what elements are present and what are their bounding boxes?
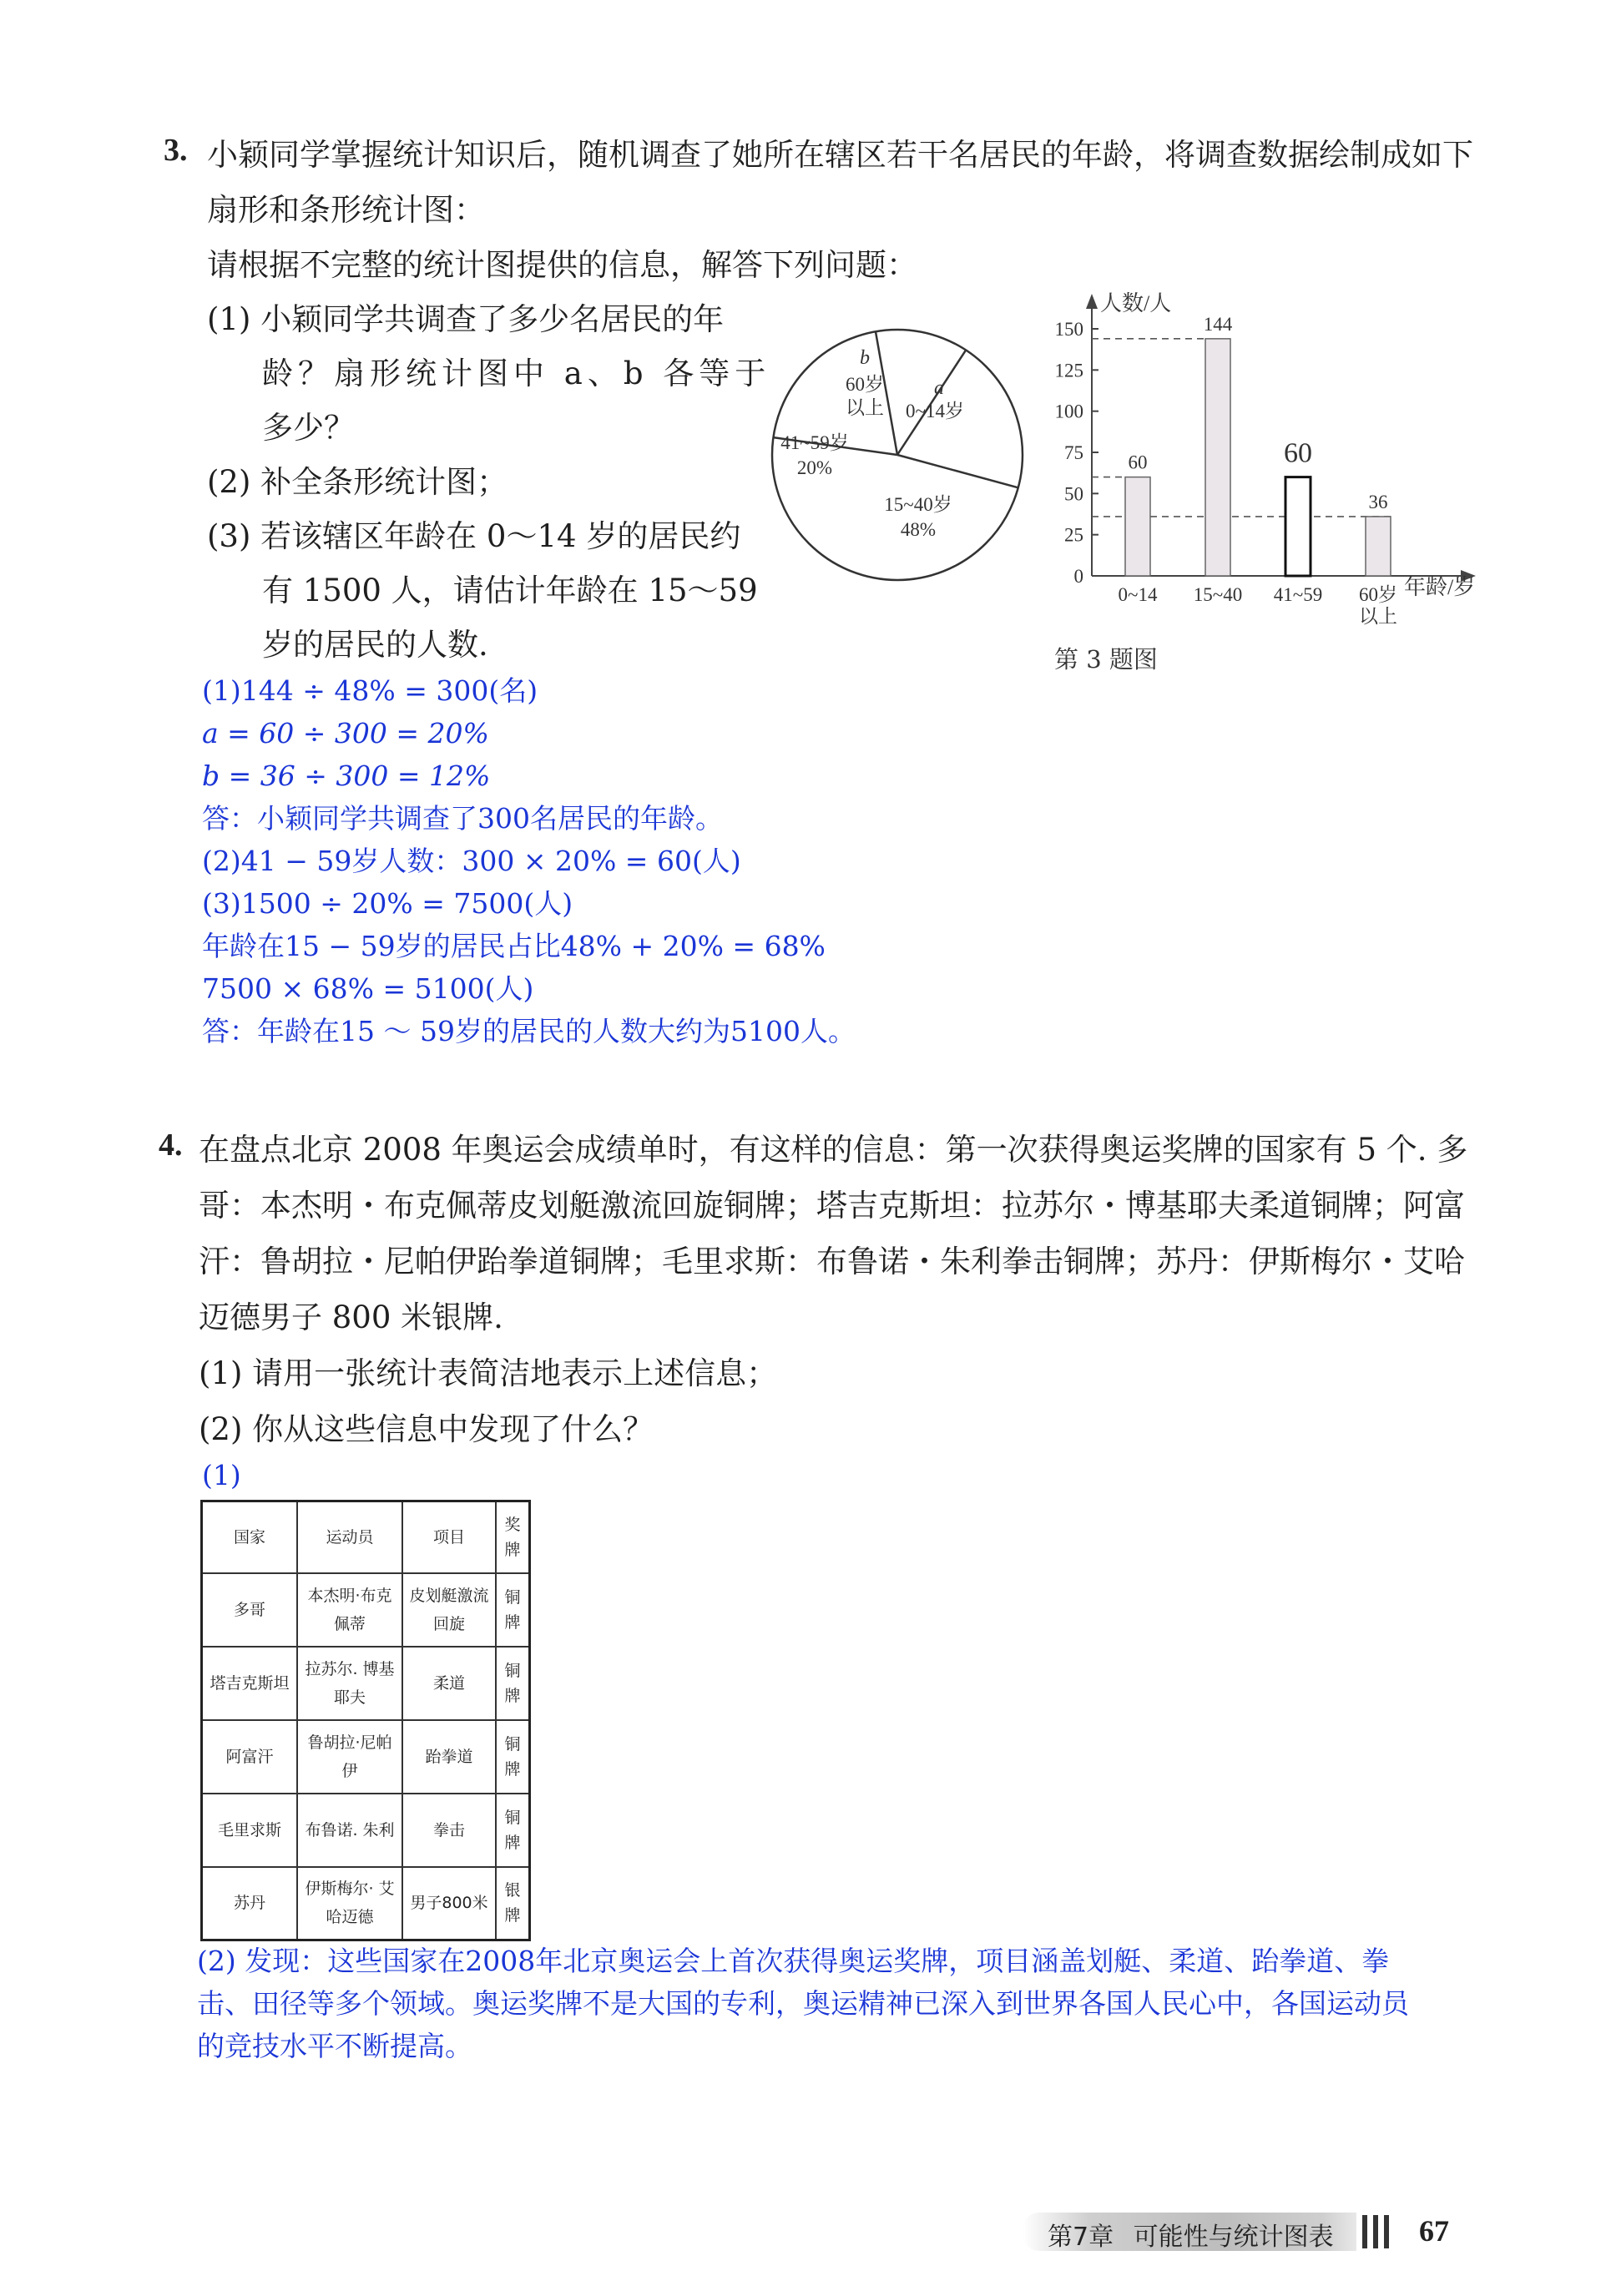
page-number: 67	[1419, 2214, 1449, 2248]
answer-line-5: (2)41 − 59岁人数：300 × 20% = 60(人)	[202, 845, 741, 877]
bar-chart-y-axis-arrow	[1086, 294, 1098, 309]
table-header-athlete: 运动员	[297, 1501, 402, 1573]
table-cell-medal: 银牌	[496, 1867, 530, 1940]
table-cell-medal: 铜牌	[496, 1720, 530, 1794]
answer-line-6: (3)1500 ÷ 20% = 7500(人)	[202, 887, 573, 920]
table-header-country: 国家	[202, 1501, 298, 1573]
answer-2-line-2: 击、田径等多个领域。奥运奖牌不是大国的专利，奥运精神已深入到世界各国人民心中，各国运动员	[197, 1987, 1409, 2020]
medal-table	[200, 1500, 531, 1941]
pie-chart	[760, 317, 1035, 593]
answer-line-2: a = 60 ÷ 300 = 20%	[202, 717, 489, 749]
footer-chapter-number: 第7章	[1048, 2223, 1114, 2252]
pie-label-b-name: b	[860, 347, 870, 369]
question-3-line-2: 扇形和条形统计图：	[207, 192, 485, 228]
table-row	[202, 1794, 530, 1867]
question-4-line-4: 迈德男子 800 米银牌.	[199, 1299, 503, 1335]
bar-category-label: 41~59	[1273, 584, 1323, 605]
question-4-line-2: 哥：本杰明・布克佩蒂皮划艇激流回旋铜牌；塔吉克斯坦：拉苏尔・博基耶夫柔道铜牌；阿富	[199, 1188, 1465, 1224]
bar-value-label: 60	[1284, 437, 1312, 469]
answer-line-4: 答：小颖同学共调查了300名居民的年龄。	[202, 802, 723, 835]
bar-chart-y-tick-label: 0	[1073, 566, 1083, 587]
table-cell-event: 跆拳道	[402, 1720, 496, 1794]
footer-divider-bar	[1362, 2215, 1367, 2248]
bar-0~14	[1125, 477, 1150, 576]
table-cell-event: 男子800米	[402, 1867, 496, 1940]
bar-chart-ylabel: 人数/人	[1100, 291, 1172, 315]
bar-60岁	[1366, 517, 1391, 576]
table-row	[202, 1573, 530, 1647]
bar-chart-y-tick-label: 25	[1064, 524, 1083, 546]
bar-value-label: 144	[1203, 313, 1233, 335]
question-3-sub-1-line-2: 龄？扇形统计图中 a、b 各等于	[262, 356, 771, 391]
bar-chart-y-tick-label: 150	[1054, 319, 1083, 340]
pie-label-b-age: 60岁	[846, 374, 884, 395]
question-4-answer-2	[197, 1940, 1409, 2067]
answer-line-8: 7500 × 68% = 5100(人)	[202, 972, 534, 1005]
bar-category-label: 0~14	[1118, 584, 1158, 605]
table-cell-country: 塔吉克斯坦	[202, 1647, 298, 1720]
question-3-line-1: 小颖同学掌握统计知识后，随机调查了她所在辖区若干名居民的年龄，将调查数据绘制成如下	[207, 137, 1473, 173]
pie-label-15-40: 15~40岁	[884, 494, 952, 515]
table-header-medal: 奖牌	[496, 1501, 530, 1573]
footer-chapter-title: 可能性与统计图表	[1133, 2223, 1334, 2252]
question-3-sub-3-line-3: 岁的居民的人数.	[262, 627, 488, 663]
bar-15~40	[1205, 339, 1230, 576]
bar-chart-xlabel: 年龄/岁	[1404, 575, 1476, 599]
question-4-number: 4.	[159, 1128, 183, 1163]
question-3-number: 3.	[164, 133, 188, 168]
answer-line-9: 答：年龄在15 ～ 59岁的居民的人数大约为5100人。	[202, 1015, 856, 1047]
question-4-answer-1-label: (1)	[202, 1459, 241, 1491]
figure-caption: 第 3 题图	[1054, 645, 1158, 674]
bar-chart-y-tick-label: 50	[1064, 483, 1083, 505]
footer-divider-bar	[1373, 2215, 1378, 2248]
table-header-event: 项目	[402, 1501, 496, 1573]
table-cell-athlete: 布鲁诺. 朱利	[297, 1794, 402, 1867]
question-4-line-1: 在盘点北京 2008 年奥运会成绩单时，有这样的信息：第一次获得奥运奖牌的国家有 5 个. 多	[199, 1132, 1468, 1168]
question-3-sub-3-line-2: 有 1500 人，请估计年龄在 15～59	[262, 573, 758, 608]
bar-41~59	[1285, 477, 1311, 576]
pie-label-a-age: 0~14岁	[906, 401, 964, 421]
pie-label-b-above: 以上	[846, 397, 884, 418]
question-3-sub-3-line-1: (3) 若该辖区年龄在 0～14 岁的居民约	[207, 518, 741, 554]
table-cell-country: 苏丹	[202, 1867, 298, 1940]
answer-line-1: (1)144 ÷ 48% = 300(名)	[202, 674, 538, 707]
answer-2-line-1: (2) 发现：这些国家在2008年北京奥运会上首次获得奥运奖牌，项目涵盖划艇、柔道、跆拳道、拳	[197, 1945, 1390, 1977]
question-3-answers	[202, 669, 856, 1052]
table-row	[202, 1720, 530, 1794]
bar-category-label: 15~40	[1193, 584, 1243, 605]
bar-value-label: 60	[1128, 452, 1148, 473]
table-cell-athlete: 伊斯梅尔· 艾哈迈德	[297, 1867, 402, 1940]
footer-divider-bar	[1384, 2215, 1389, 2248]
question-3-sub-1-line-3: 多少？	[262, 410, 355, 446]
table-row	[202, 1647, 530, 1720]
bar-chart-y-tick-label: 125	[1054, 360, 1083, 381]
pie-label-48: 48%	[900, 519, 937, 540]
table-cell-event: 柔道	[402, 1647, 496, 1720]
table-cell-athlete: 拉苏尔. 博基耶夫	[297, 1647, 402, 1720]
question-3-sub-2: (2) 补全条形统计图；	[207, 464, 508, 500]
bar-category-label: 60岁	[1359, 584, 1397, 605]
table-row	[202, 1867, 530, 1940]
table-cell-athlete: 鲁胡拉·尼帕伊	[297, 1720, 402, 1794]
pie-label-20: 20%	[796, 457, 833, 478]
table-cell-country: 多哥	[202, 1573, 298, 1647]
table-cell-athlete: 本杰明·布克佩蒂	[297, 1573, 402, 1647]
table-cell-event: 拳击	[402, 1794, 496, 1867]
bar-chart-y-tick-label: 75	[1064, 442, 1083, 463]
answer-line-3: b = 36 ÷ 300 = 12%	[202, 759, 491, 792]
answer-2-line-3: 的竞技水平不断提高。	[197, 2030, 472, 2062]
question-4-sub-1: (1) 请用一张统计表简洁地表示上述信息；	[199, 1355, 778, 1391]
table-cell-event: 皮划艇激流回旋	[402, 1573, 496, 1647]
question-3-line-3: 请根据不完整的统计图提供的信息，解答下列问题：	[207, 247, 917, 283]
question-3-sub-1-line-1: (1) 小颖同学共调查了多少名居民的年	[207, 301, 725, 337]
question-4-sub-2: (2) 你从这些信息中发现了什么？	[199, 1411, 654, 1447]
table-cell-medal: 铜牌	[496, 1647, 530, 1720]
table-cell-country: 毛里求斯	[202, 1794, 298, 1867]
table-cell-medal: 铜牌	[496, 1573, 530, 1647]
table-cell-medal: 铜牌	[496, 1794, 530, 1867]
table-cell-country: 阿富汗	[202, 1720, 298, 1794]
pie-label-a-name: a	[934, 377, 944, 399]
table-header-row	[202, 1501, 530, 1573]
bar-chart-y-tick-label: 100	[1054, 401, 1083, 422]
bar-value-label: 36	[1368, 491, 1388, 512]
pie-label-41-59: 41~59岁	[780, 432, 849, 453]
bar-category-label-line-2: 以上	[1359, 606, 1397, 627]
footer-chapter	[1048, 2216, 1334, 2253]
bar-chart	[1043, 284, 1494, 634]
answer-line-7: 年龄在15 − 59岁的居民占比48% + 20% = 68%	[202, 930, 826, 962]
question-4-line-3: 汗：鲁胡拉・尼帕伊跆拳道铜牌；毛里求斯：布鲁诺・朱利拳击铜牌；苏丹：伊斯梅尔・艾哈	[199, 1244, 1465, 1279]
